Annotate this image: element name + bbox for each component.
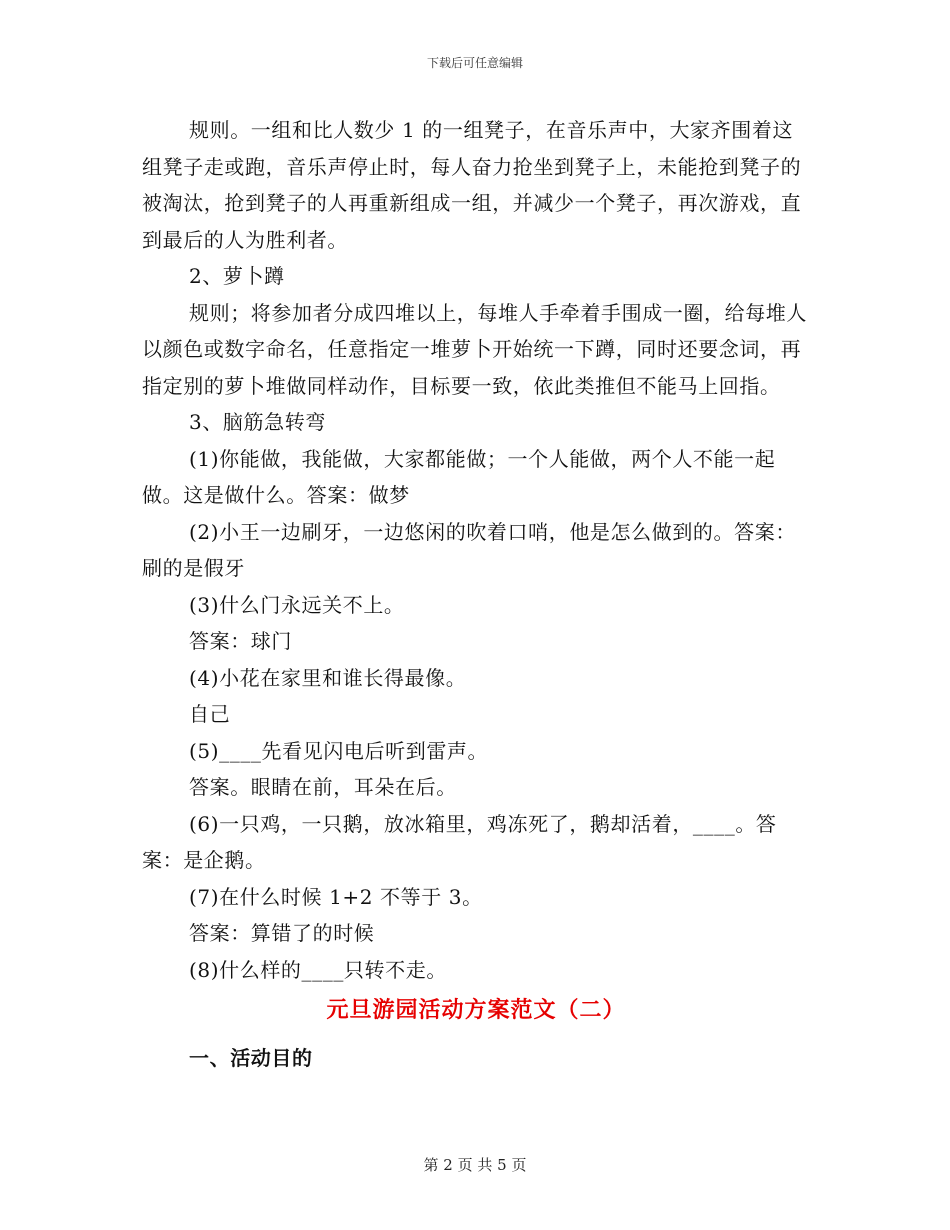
item-title-brain-teasers: 3、脑筋急转弯	[189, 410, 326, 434]
rules-paragraph-chairs: 规则。一组和比人数少 1 的一组凳子，在音乐声中，大家齐围着这组凳子走或跑，音乐声停止时，每人奋力抢坐到凳子上，未能抢到凳子的被淘汰，抢到凳子的人再重新组成一组，并减少一个凳子，再次游戏，直到最后的人为胜利者。	[142, 118, 802, 252]
riddle-8: (8)什么样的____只转不走。	[189, 957, 447, 982]
riddle-6: (6)一只鸡，一只鹅，放冰箱里，鸡冻死了，鹅却活着，____。答案：是企鹅。	[142, 811, 777, 872]
riddle-3: (3)什么门永远关不上。	[189, 592, 405, 617]
document-body	[142, 112, 810, 1080]
answer-3: 答案：球门	[189, 629, 292, 653]
rules-paragraph-radish: 规则；将参加者分成四堆以上，每堆人手牵着手围成一圈，给每堆人以颜色或数字命名，任意指定一堆萝卜开始统一下蹲，同时还要念词，再指定别的萝卜堆做同样动作，目标要一致，依此类推但不能马上回指。	[142, 300, 807, 398]
riddle-4: (4)小花在家里和谁长得最像。	[189, 665, 467, 690]
page-header: 下载后可任意编辑	[426, 56, 523, 70]
answer-7: 答案：算错了的时候	[189, 921, 375, 945]
section-title: 元旦游园活动方案范文（二）	[326, 997, 626, 1023]
item-title-radish-squat: 2、萝卜蹲	[189, 264, 285, 288]
answer-4: 自己	[189, 702, 231, 726]
subsection-title: 一、活动目的	[189, 1046, 313, 1070]
riddle-7: (7)在什么时候 1+2 不等于 3。	[189, 884, 483, 909]
page-footer: 第 2 页 共 5 页	[423, 1156, 527, 1174]
answer-5: 答案。眼睛在前，耳朵在后。	[189, 775, 457, 799]
riddle-2: (2)小王一边刷牙，一边悠闲的吹着口哨，他是怎么做到的。答案：刷的是假牙	[142, 519, 796, 580]
riddle-1: (1)你能做，我能做，大家都能做；一个人能做，两个人不能一起做。这是做什么。答案：做梦	[142, 446, 776, 507]
riddle-5: (5)____先看见闪电后听到雷声。	[189, 738, 489, 763]
